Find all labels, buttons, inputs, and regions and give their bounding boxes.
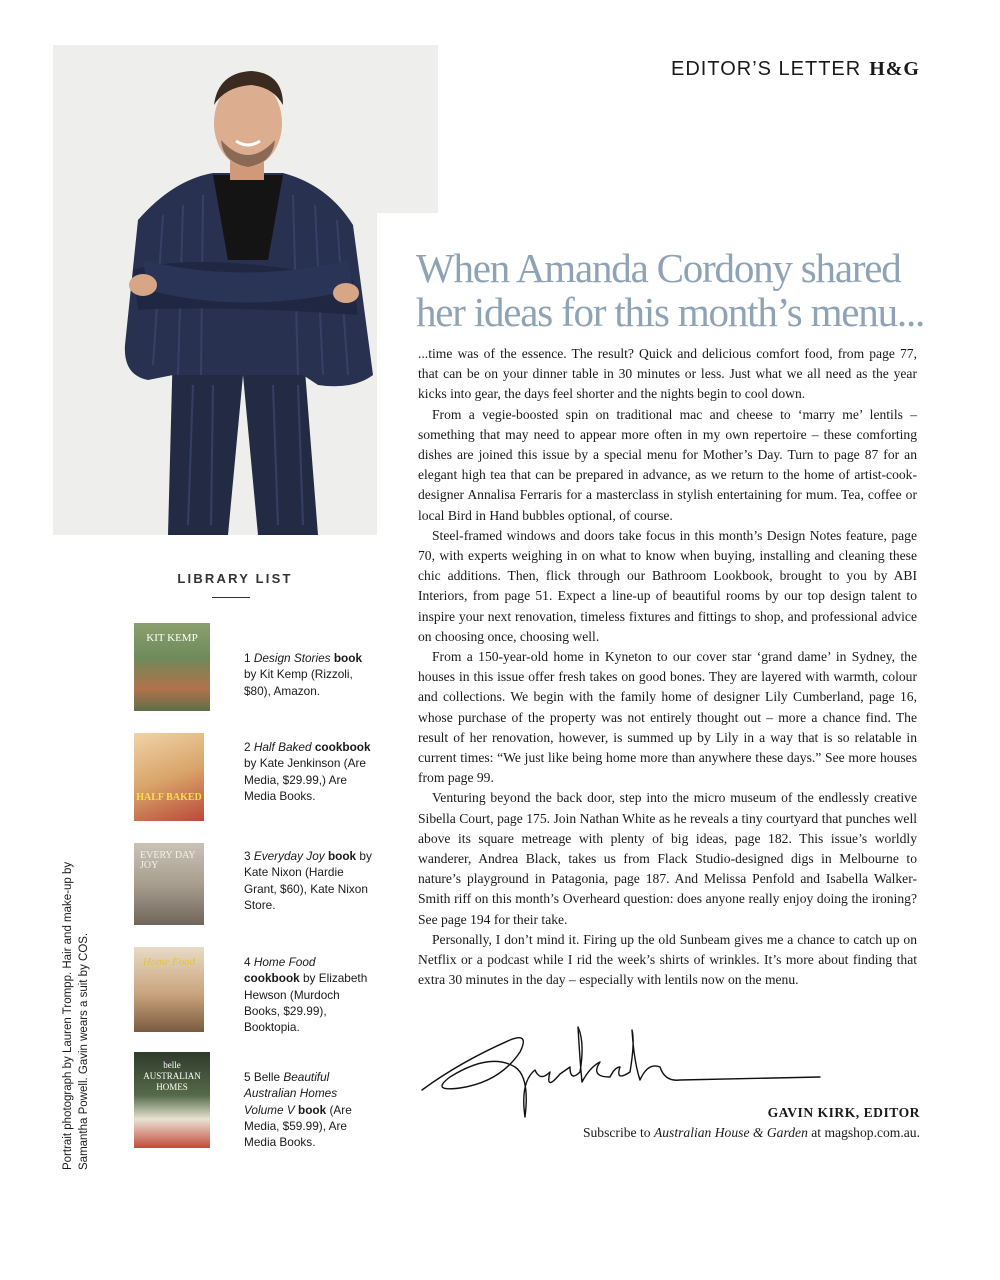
paragraph: From a 150-year-old home in Kyneton to our cover star ‘grand dame’ in Sydney, the houses in this issue offer fresh takes on good bones. They are layered with warmth, colour and collections. We begin with the family home of designer Lily Cumberland, page 16, whose purchase of the property was not entirely thought out – more a chance find. The result of her renovation, however, is summed up by Lily in a way that is so relatable in current times: “We just like being home more than anywhere these days.” See more houses from page 99. [418, 649, 917, 786]
book-cover-art: KIT KEMP [134, 623, 210, 711]
book-entry-4: 4 Home Food cookbook by Elizabeth Hewson (Murdoch Books, $29.99), Booktopia. [244, 955, 368, 1035]
book-entry-3: 3 Everyday Joy book by Kate Nixon (Hardie Grant, $60), Kate Nixon Store. [244, 849, 372, 912]
headline-line-2: her ideas for this month’s menu... [416, 289, 925, 335]
paragraph: Personally, I don’t mind it. Firing up the old Sunbeam gives me a chance to catch up on Netflix or a podcast while I rid the week’s shirts of wrinkles. It’s more about finding that extra 30 minutes in the day – especially with lentils now on the menu. [418, 931, 917, 988]
book-entry-1: 1 Design Stories book by Kit Kemp (Rizzoli, $80), Amazon. [244, 651, 363, 698]
magazine-logo: H&G [869, 58, 920, 80]
book-cover-art: EVERY DAY JOY [134, 843, 204, 925]
paragraph: From a vegie-boosted spin on traditional mac and cheese to ‘marry me’ lentils – something that may need to appear more often in my own repertoire – these comforting dishes are joined this issue by a special menu for Mother’s Day. Turn to page 87 for an elegant high tea that can be prepared in advance, as we return to the home of artist-cook-designer Annalisa Ferraris for a masterclass in stylish entertaining for mum. Tea, coffee or local Bird in Hand bubbles optional, of course. [418, 406, 917, 523]
paragraph: Venturing beyond the back door, step into the micro museum of the endlessly creative Sibella Court, page 175. Join Nathan White as he reveals a tiny courtyard that punches well above its square metreage with plenty of big ideas, page 182. This issue’s worldly wanderer, Andrea Black, takes us from Flack Studio-designed digs in Melbourne to nature’s playground in Patagonia, page 187. And Melissa Penfold and Isabella Walker-Smith riff on this month’s Overheard question: does anyone really enjoy doing the ironing? See page 194 for their take. [418, 790, 917, 927]
divider [212, 597, 250, 598]
paragraph: ...time was of the essence. The result? Quick and delicious comfort food, from page 77, that can be on your dinner table in 30 minutes or less. Just what we all need as the year kicks into gear, the days feel shorter and the nights begin to cool down. [418, 346, 917, 402]
book-cover-2 [134, 733, 204, 821]
photo-credit: Portrait photograph by Lauren Trompp. Hair and make-up by Samantha Powell. Gavin wears a suit by COS. [62, 861, 90, 1170]
section-label: EDITOR’S LETTER [671, 58, 862, 80]
book-cover-5 [134, 1052, 210, 1148]
book-cover-4 [134, 947, 204, 1032]
paragraph: Steel-framed windows and doors take focus in this month’s Design Notes feature, page 70, with experts weighing in on what to know when buying, installing and cleaning these chic additions. Then, flick through our Bathroom Lookbook, brought to you by ABI Interiors, from page 51. Expect a line-up of beautiful rooms by our top design talent to inspire your next renovation, timeless fixtures and fittings to shop, and professional advice on choosing once, choosing well. [418, 527, 917, 644]
book-cover-3 [134, 843, 204, 925]
section-header [671, 58, 920, 81]
editor-letter-body [418, 344, 917, 991]
book-entry-5: 5 Belle Beautiful Australian Homes Volume V book (Are Media, $59.99), Are Media Books. [244, 1070, 352, 1150]
book-cover-1 [134, 623, 210, 711]
headline [416, 246, 936, 334]
library-list-title: LIBRARY LIST [177, 571, 293, 586]
signoff [583, 1103, 920, 1143]
book-cover-art: belle AUSTRALIAN HOMES [134, 1052, 210, 1148]
book-cover-art: HALF BAKED [134, 733, 204, 821]
editor-name: GAVIN KIRK, EDITOR [767, 1105, 920, 1120]
book-entry-2: 2 Half Baked cookbook by Kate Jenkinson (Are Media, $29.99,) Are Media Books. [244, 740, 371, 803]
subscribe-line: Subscribe to Australian House & Garden at magshop.com.au. [582, 1125, 920, 1140]
headline-line-1: When Amanda Cordony shared [416, 245, 901, 291]
book-cover-art: Home Food [134, 947, 204, 1032]
